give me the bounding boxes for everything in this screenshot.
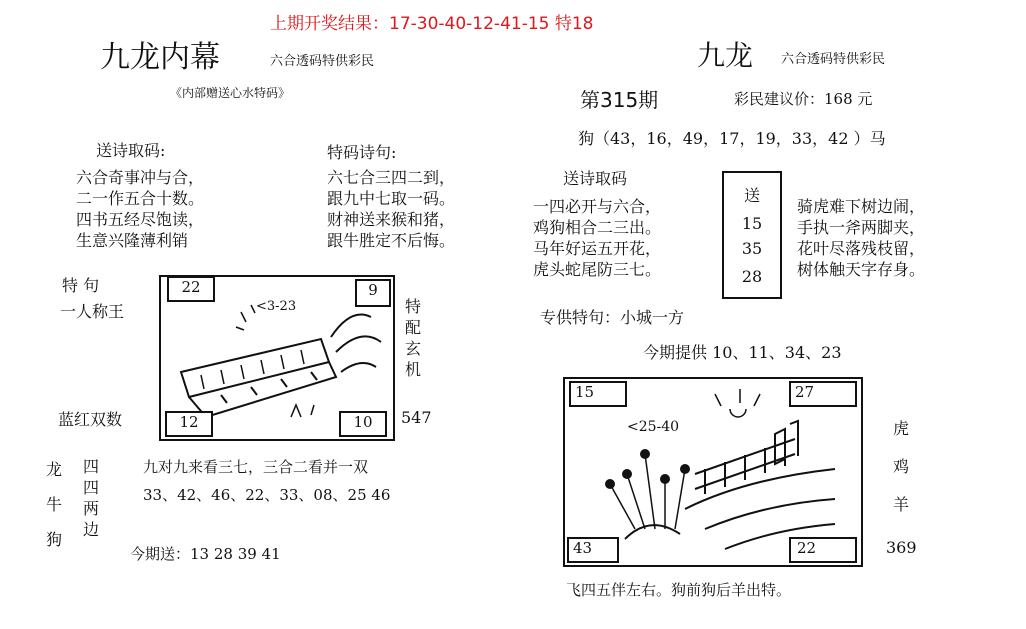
side-char: 虎 [893, 419, 910, 438]
sketch-corner-number: 15 [569, 381, 627, 407]
side-char: 机 [405, 360, 422, 379]
poem-line: 马年好运五开花， [533, 239, 662, 258]
sketch-corner-number: 22 [167, 276, 215, 302]
zodiac-char: 两 [83, 499, 100, 518]
right-side-number: 369 [886, 538, 917, 557]
right-title: 九龙 [697, 39, 754, 72]
draw-result-banner: 上期开奖结果：17-30-40-12-41-15 特18 [270, 14, 594, 34]
left-tagline: 《内部赠送心水特码》 [170, 86, 291, 100]
suggested-price: 彩民建议价：168 元 [734, 90, 873, 108]
side-char: 特 [405, 297, 422, 316]
send-box-number: 15 [741, 214, 763, 233]
left-side-number: 547 [401, 408, 432, 427]
issue-number: 第315期 [580, 88, 659, 112]
zodiac-col-2 [83, 456, 99, 540]
left-sketch-image [159, 275, 395, 441]
sketch-corner-number: 43 [567, 537, 619, 563]
right-tail-poem [797, 196, 925, 280]
sketch-corner-number: 27 [789, 381, 857, 407]
poem-line: 二一作五合十数。 [76, 189, 205, 208]
poem-line: 跟牛胜定不后悔。 [327, 231, 456, 250]
right-sketch-image [563, 377, 863, 567]
side-char: 羊 [893, 495, 910, 514]
poem-line: 生意兴隆薄利销 [76, 231, 189, 250]
sketch-range-label: <25-40 [627, 419, 680, 435]
color-label: 蓝红双数 [58, 410, 123, 429]
sketch-range-label: <3-23 [256, 299, 297, 314]
right-footer: 飞四五伴左右。狗前狗后羊出特。 [566, 581, 792, 599]
zodiac-col-1 [46, 452, 62, 557]
send-box-label: 送 [743, 186, 760, 205]
zodiac-char: 龙 [46, 460, 63, 479]
special-phrase: 一人称王 [60, 302, 125, 321]
poem-line: 花叶尽落残枝留， [797, 239, 926, 258]
side-char: 配 [405, 318, 422, 337]
sketch-corner-number: 9 [355, 279, 391, 307]
sketch-corner-number: 12 [165, 411, 213, 437]
provide-line: 今期提供 10、11、34、23 [643, 343, 842, 362]
side-char: 玄 [405, 339, 422, 358]
sketch-corner-number: 10 [339, 411, 387, 437]
poem-line: 六合奇事冲与合， [76, 168, 205, 187]
poem-line: 跟九中七取一码。 [327, 189, 456, 208]
right-poem [533, 196, 661, 280]
right-subtitle: 六合透码特供彩民 [781, 52, 886, 67]
numbers-line: 33、42、46、22、33、08、25 46 [143, 486, 391, 504]
tema-header: 特码诗句: [327, 143, 397, 162]
send-box [722, 171, 782, 299]
poem-line: 一四必开与六合， [533, 197, 662, 216]
zodiac-char: 牛 [46, 495, 63, 514]
poem-line: 树体触天字存身。 [797, 260, 926, 279]
tema-poem [327, 167, 455, 251]
nine-line: 九对九来看三七，三合二看并一双 [143, 458, 369, 476]
today-send: 今期送：13 28 39 41 [130, 545, 281, 563]
poem-line: 四书五经尽饱读， [76, 210, 205, 229]
send-box-number: 28 [741, 267, 763, 286]
poem-line: 财神送来猴和猪， [327, 210, 456, 229]
special-label: 特 句 [62, 276, 100, 295]
side-char: 鸡 [893, 457, 910, 476]
poem-line: 六七合三四二到， [327, 168, 456, 187]
right-poem-header: 送诗取码 [563, 169, 628, 188]
sketch-corner-number: 22 [789, 537, 857, 563]
poem-line: 骑虎难下树边闹， [797, 197, 926, 216]
poem-line: 虎头蛇尾防三七。 [533, 260, 662, 279]
zodiac-char: 边 [83, 520, 100, 539]
right-special-label: 专供特句：小城一方 [540, 308, 685, 327]
dog-horse-line: 狗（43，16，49，17，19，33，42 ）马 [578, 129, 886, 148]
left-poem [76, 167, 204, 251]
send-box-number: 35 [741, 239, 763, 258]
left-side-vertical [405, 296, 421, 380]
zodiac-char: 狗 [46, 530, 63, 549]
left-title: 九龙内幕 [100, 40, 220, 75]
poem-line: 鸡狗相合二三出。 [533, 218, 662, 237]
left-poem-header: 送诗取码: [96, 141, 166, 160]
zodiac-char: 四 [83, 478, 100, 497]
zodiac-char: 四 [83, 457, 100, 476]
poem-line: 手执一斧两脚夹， [797, 218, 926, 237]
left-subtitle: 六合透码特供彩民 [270, 54, 375, 69]
right-side-vertical [893, 410, 909, 524]
